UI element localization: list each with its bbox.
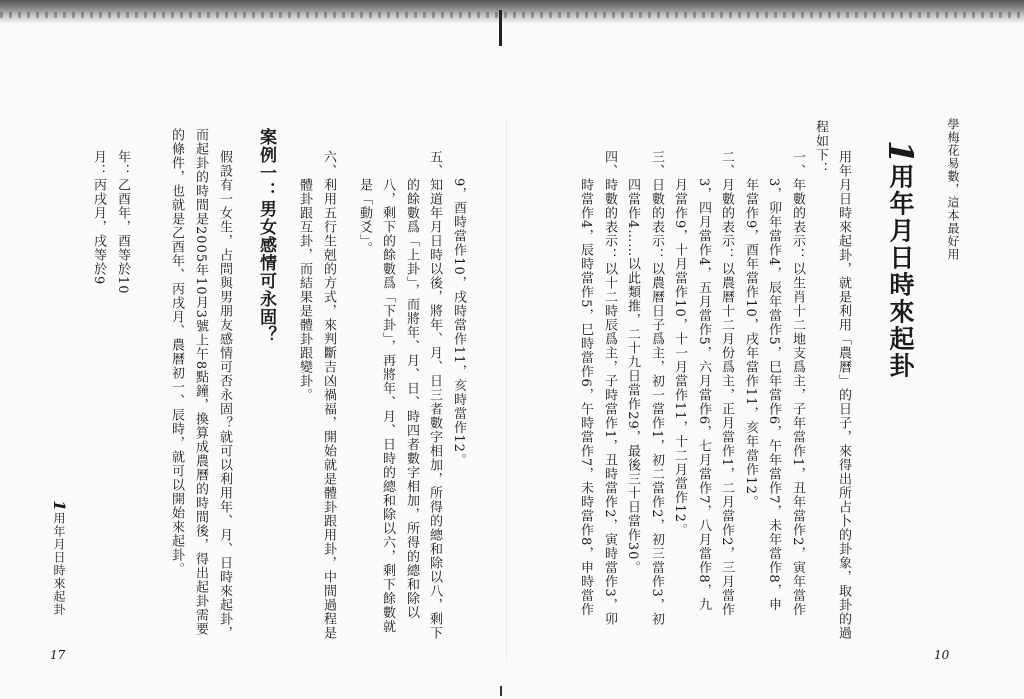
left-col-3: 的餘數爲「上卦」，而將年、月、日、時四者數字相加，所得的總和除以 bbox=[404, 178, 419, 620]
left-col-1: 9，酉時當作10，戌時當作11，亥時當作12。 bbox=[451, 178, 466, 467]
footer-running-title bbox=[50, 500, 68, 616]
chapter-title bbox=[880, 140, 920, 380]
book-spine-top bbox=[499, 10, 502, 46]
scan-shadow-top bbox=[0, 0, 1024, 24]
left-col-8: 假設有一女生，占問與男朋友感情可否永固？就可以利用年、月、日時來起卦， bbox=[217, 150, 232, 640]
left-col-2: 五、知道年月日時以後，將年、月、日三者數字相加，所得的總和除以八，剩下 bbox=[427, 150, 442, 640]
running-header: 學梅花易數，這本最好用 bbox=[946, 118, 960, 261]
page-number-left: 17 bbox=[50, 648, 66, 662]
right-col-10: 四當作4……以此類推，二十九日當作29，最後三十日當作30。 bbox=[625, 178, 640, 575]
right-col-12: 時當作4，辰時當作5，巳時當作6，午時當作7，未時當作8，申時當作 bbox=[578, 178, 593, 617]
right-col-11: 四、時數的表示：以十二時辰爲主，子時當作1，丑時當作2，寅時當作3，卯 bbox=[602, 150, 617, 626]
left-col-4: 八，剩下的餘數爲「下卦」，再將年、月、日時的總和除以六，剩下餘數就 bbox=[380, 178, 395, 634]
left-col-6: 六、利用五行生剋的方式，來判斷吉凶禍福，開始就是體卦跟用卦，中間過程是 bbox=[321, 150, 336, 640]
right-col-3: 一、年數的表示：以生肖十二地支爲主，子年當作1，丑年當作2，寅年當作 bbox=[790, 150, 805, 617]
case-heading: 案例一：男女感情可永固？ bbox=[256, 128, 276, 344]
right-col-8: 月當作9，十月當作10，十一月當作11，十二月當作12。 bbox=[672, 178, 687, 537]
footer-label: 用年月日時來起卦 bbox=[52, 512, 66, 617]
right-col-1: 用年月日時來起卦，就是利用「農曆」的日子，來得出所占卜的卦象，取卦的過 bbox=[836, 150, 851, 640]
page-number-right: 10 bbox=[934, 648, 950, 662]
right-col-2: 程如下： bbox=[813, 120, 828, 176]
right-col-7: 3，四月當作4，五月當作5，六月當作6，七月當作7，八月當作8，九 bbox=[696, 178, 711, 612]
left-col-5: 是「動爻」。 bbox=[357, 178, 372, 256]
right-col-9: 三、日數的表示：以農曆日子爲主，初一當作1，初二當作2，初三當作3，初 bbox=[649, 150, 664, 626]
left-col-7: 體卦跟互卦，而結果是體卦跟變卦。 bbox=[297, 178, 312, 402]
left-col-12: 月：丙戌月，戌等於9 bbox=[91, 150, 106, 286]
right-col-5: 年當作9，酉年當作10，戌年當作11，亥年當作12。 bbox=[743, 178, 758, 509]
gutter-line bbox=[506, 120, 507, 660]
left-col-9: 而起卦的時間是2005年10月3號上午8點鐘，換算成農曆的時間後，得出起卦需要 bbox=[193, 128, 208, 637]
book-spine-bottom bbox=[500, 686, 502, 696]
chapter-number: 1 bbox=[880, 140, 920, 164]
right-col-4: 3，卯年當作4，辰年當作5，巳年當作6，午年當作7，未年當作8，申 bbox=[766, 178, 781, 612]
chapter-title-text: 用年月日時來起卦 bbox=[886, 163, 915, 380]
right-col-6: 二、月數的表示：以農曆十二月份爲主，正月當作1，二月當作2，三月當作 bbox=[719, 150, 734, 617]
left-col-11: 年：乙酉年，酉等於10 bbox=[115, 150, 130, 295]
left-col-10: 的條件，也就是乙酉年、丙戌月、農曆初一、辰時，就可以開始來起卦。 bbox=[169, 128, 184, 576]
footer-chapter-number: 1 bbox=[50, 500, 69, 513]
